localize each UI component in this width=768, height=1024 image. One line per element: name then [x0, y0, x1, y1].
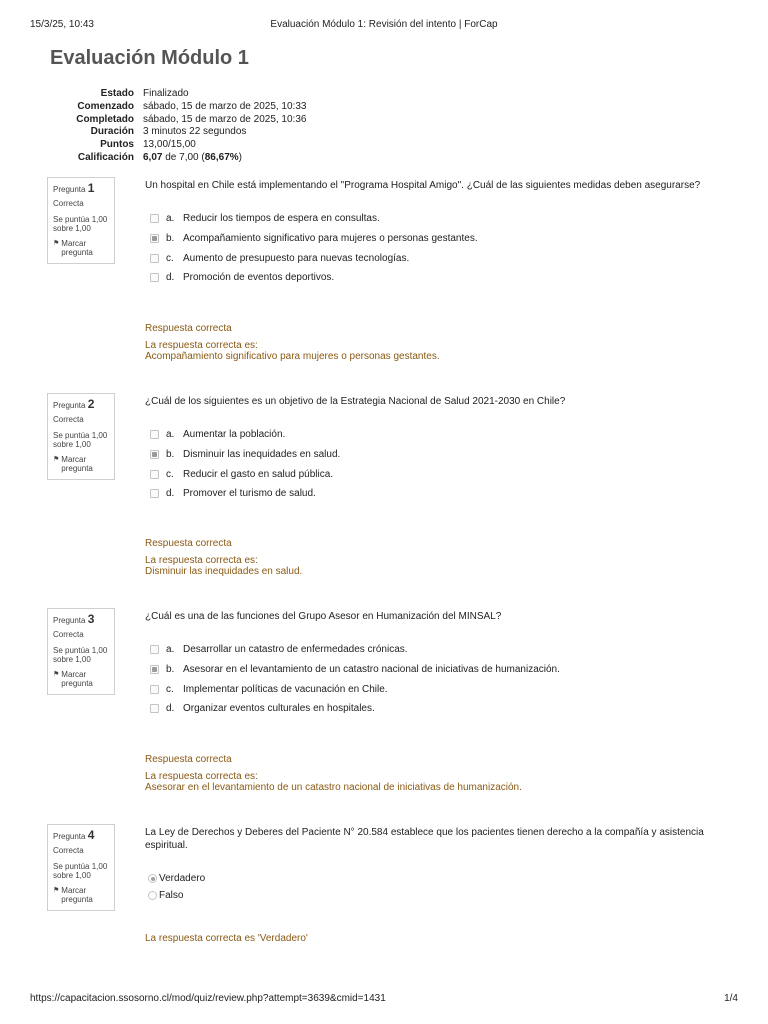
- answer-option-d[interactable]: [145, 268, 725, 288]
- question-prefix: Pregunta: [53, 616, 88, 625]
- attempt-summary-table: [50, 88, 306, 165]
- option-label: Verdadero: [159, 873, 206, 884]
- checkbox-checked[interactable]: [150, 450, 159, 459]
- answer-letter: d.: [166, 272, 175, 284]
- summary-label: Completado: [76, 113, 134, 125]
- answer-text: Reducir el gasto en salud pública.: [183, 468, 334, 480]
- right-answer-label: La respuesta correcta es:: [145, 770, 258, 782]
- answer-option-a[interactable]: [145, 640, 725, 660]
- checkbox[interactable]: [150, 430, 159, 439]
- flag-icon: ⚑: [53, 456, 60, 463]
- radio[interactable]: [148, 891, 157, 900]
- question-state: Correcta: [53, 415, 84, 424]
- summary-label: Puntos: [100, 139, 134, 151]
- question-state: Correcta: [53, 630, 84, 639]
- answer-text: Aumento de presupuesto para nuevas tecnologías.: [183, 252, 410, 264]
- checkbox[interactable]: [150, 470, 159, 479]
- summary-value: sábado, 15 de marzo de 2025, 10:36: [143, 113, 307, 125]
- answer-text: Asesorar en el levantamiento de un catastro nacional de iniciativas de humanización.: [183, 664, 560, 676]
- answer-option-b[interactable]: [145, 445, 725, 465]
- flag-icon: ⚑: [53, 240, 60, 247]
- answer-option-b[interactable]: [145, 660, 725, 680]
- answer-letter: c.: [166, 252, 174, 264]
- flag-label: Marcar pregunta: [61, 670, 93, 688]
- question-number: 3: [87, 612, 95, 626]
- answer-text: Aumentar la población.: [183, 429, 286, 441]
- summary-row-puntos: [50, 139, 306, 152]
- summary-row-duracion: [50, 126, 306, 139]
- answer-text: Disminuir las inequidades en salud.: [183, 449, 341, 461]
- checkbox[interactable]: [150, 273, 159, 282]
- question-number: 1: [87, 181, 95, 195]
- grade-score: 6,07: [143, 151, 163, 163]
- question-state: Correcta: [53, 199, 84, 208]
- right-answer-label: La respuesta correcta es:: [145, 339, 258, 351]
- answer-option-c[interactable]: [145, 679, 725, 699]
- checkbox-checked[interactable]: [150, 234, 159, 243]
- checkbox[interactable]: [150, 214, 159, 223]
- flag-label: Marcar pregunta: [61, 239, 93, 257]
- answer-text: Acompañamiento significativo para mujeres o personas gestantes.: [183, 233, 478, 245]
- page-title: Evaluación Módulo 1: [50, 47, 249, 69]
- answer-text: Organizar eventos culturales en hospitales.: [183, 703, 375, 715]
- summary-row-calificacion: [50, 152, 306, 165]
- checkbox-checked[interactable]: [150, 665, 159, 674]
- checkbox[interactable]: [150, 645, 159, 654]
- answer-text: Implementar políticas de vacunación en Chile.: [183, 683, 388, 695]
- answer-letter: d.: [166, 488, 175, 500]
- question-info-box: [47, 393, 115, 480]
- question-grade: Se puntúa 1,00 sobre 1,00: [53, 215, 108, 233]
- question-grade: Se puntúa 1,00 sobre 1,00: [53, 431, 108, 449]
- question-number: 2: [87, 397, 95, 411]
- question-text: ¿Cuál de los siguientes es un objetivo de la Estrategia Nacional de Salud 2021-2030 en Chile?: [145, 396, 566, 407]
- answer-text: Promover el turismo de salud.: [183, 488, 316, 500]
- option-label: Falso: [159, 890, 184, 901]
- answer-list: [145, 209, 725, 288]
- print-document-title: Evaluación Módulo 1: Revisión del intento | ForCap: [270, 19, 498, 30]
- option-falso[interactable]: [145, 887, 725, 904]
- flag-label: Marcar pregunta: [61, 886, 93, 904]
- right-answer-label: La respuesta correcta es:: [145, 554, 258, 566]
- answer-option-d[interactable]: [145, 699, 725, 719]
- answer-list: [145, 640, 725, 719]
- answer-letter: c.: [166, 683, 174, 695]
- flag-question-link[interactable]: [53, 886, 109, 904]
- summary-row-estado: [50, 88, 306, 101]
- question-content: [145, 393, 725, 577]
- answer-letter: a.: [166, 213, 175, 225]
- answer-letter: b.: [166, 233, 175, 245]
- checkbox[interactable]: [150, 704, 159, 713]
- right-answer-text: Acompañamiento significativo para mujeres o personas gestantes.: [145, 350, 440, 362]
- flag-icon: ⚑: [53, 887, 60, 894]
- checkbox[interactable]: [150, 254, 159, 263]
- answer-letter: b.: [166, 449, 175, 461]
- true-false-options: [145, 870, 725, 904]
- question-number: 4: [87, 828, 95, 842]
- grade-middle: de 7,00 (: [162, 151, 205, 163]
- print-page-number: 1/4: [724, 993, 738, 1004]
- summary-value: 13,00/15,00: [143, 139, 196, 151]
- question-content: [145, 177, 725, 362]
- flag-question-link[interactable]: [53, 670, 109, 688]
- print-footer: [30, 993, 738, 1007]
- feedback-status: Respuesta correcta: [145, 537, 232, 549]
- right-answer-text: La respuesta correcta es 'Verdadero': [145, 933, 308, 944]
- summary-value: 3 minutos 22 segundos: [143, 126, 247, 138]
- summary-row-comenzado: [50, 101, 306, 114]
- question-info-box: [47, 608, 115, 695]
- summary-value: [143, 152, 306, 165]
- answer-letter: c.: [166, 468, 174, 480]
- flag-icon: ⚑: [53, 671, 60, 678]
- answer-text: Reducir los tiempos de espera en consultas.: [183, 213, 380, 225]
- summary-label: Comenzado: [77, 100, 134, 112]
- flag-question-link[interactable]: [53, 455, 109, 473]
- answer-option-c[interactable]: [145, 248, 725, 268]
- question-info-box: [47, 177, 115, 264]
- answer-option-c[interactable]: [145, 464, 725, 484]
- summary-value: Finalizado: [143, 88, 189, 99]
- question-feedback: [145, 323, 725, 362]
- question-text: Un hospital en Chile está implementando el "Programa Hospital Amigo". ¿Cuál de las siguientes medidas deben asegurarse?: [145, 180, 701, 191]
- summary-value: sábado, 15 de marzo de 2025, 10:33: [143, 100, 307, 112]
- question-content: [145, 824, 725, 944]
- answer-option-a[interactable]: [145, 209, 725, 229]
- question-feedback: [145, 754, 725, 793]
- answer-letter: a.: [166, 644, 175, 656]
- checkbox[interactable]: [150, 489, 159, 498]
- summary-label: Calificación: [77, 151, 134, 163]
- print-url: https://capacitacion.ssosorno.cl/mod/quiz/review.php?attempt=3639&cmid=1431: [30, 993, 386, 1004]
- summary-label: Estado: [100, 88, 134, 99]
- feedback-status: Respuesta correcta: [145, 322, 232, 334]
- question-grade: Se puntúa 1,00 sobre 1,00: [53, 646, 108, 664]
- grade-percent: 86,67%: [204, 151, 239, 163]
- feedback-status: Respuesta correcta: [145, 753, 232, 765]
- flag-question-link[interactable]: [53, 239, 109, 257]
- question-prefix: Pregunta: [53, 401, 88, 410]
- summary-label: Duración: [90, 126, 134, 138]
- answer-option-a[interactable]: [145, 425, 725, 445]
- question-feedback: [145, 933, 725, 944]
- right-answer-text: Asesorar en el levantamiento de un catastro nacional de iniciativas de humanización.: [145, 781, 522, 793]
- print-datetime: 15/3/25, 10:43: [30, 19, 94, 30]
- summary-row-completado: [50, 114, 306, 127]
- option-verdadero[interactable]: [145, 870, 725, 887]
- question-text: La Ley de Derechos y Deberes del Paciente N° 20.584 establece que los pacientes tienen derecho a la compañía y asistencia espiritual.: [145, 827, 704, 851]
- question-prefix: Pregunta: [53, 185, 88, 194]
- answer-list: [145, 425, 725, 504]
- radio-checked[interactable]: [148, 874, 157, 883]
- flag-label: Marcar pregunta: [61, 455, 93, 473]
- answer-text: Promoción de eventos deportivos.: [183, 272, 335, 284]
- right-answer-text: Disminuir las inequidades en salud.: [145, 565, 303, 577]
- answer-option-b[interactable]: [145, 229, 725, 249]
- answer-letter: d.: [166, 703, 175, 715]
- answer-text: Desarrollar un catastro de enfermedades crónicas.: [183, 644, 408, 656]
- question-feedback: [145, 538, 725, 577]
- question-prefix: Pregunta: [53, 832, 88, 841]
- question-grade: Se puntúa 1,00 sobre 1,00: [53, 862, 108, 880]
- grade-end: ): [238, 151, 242, 163]
- checkbox[interactable]: [150, 685, 159, 694]
- answer-letter: a.: [166, 429, 175, 441]
- answer-option-d[interactable]: [145, 484, 725, 504]
- question-info-box: [47, 824, 115, 911]
- print-header: [30, 19, 738, 33]
- question-content: [145, 608, 725, 793]
- question-text: ¿Cuál es una de las funciones del Grupo Asesor en Humanización del MINSAL?: [145, 611, 502, 622]
- answer-letter: b.: [166, 664, 175, 676]
- question-state: Correcta: [53, 846, 84, 855]
